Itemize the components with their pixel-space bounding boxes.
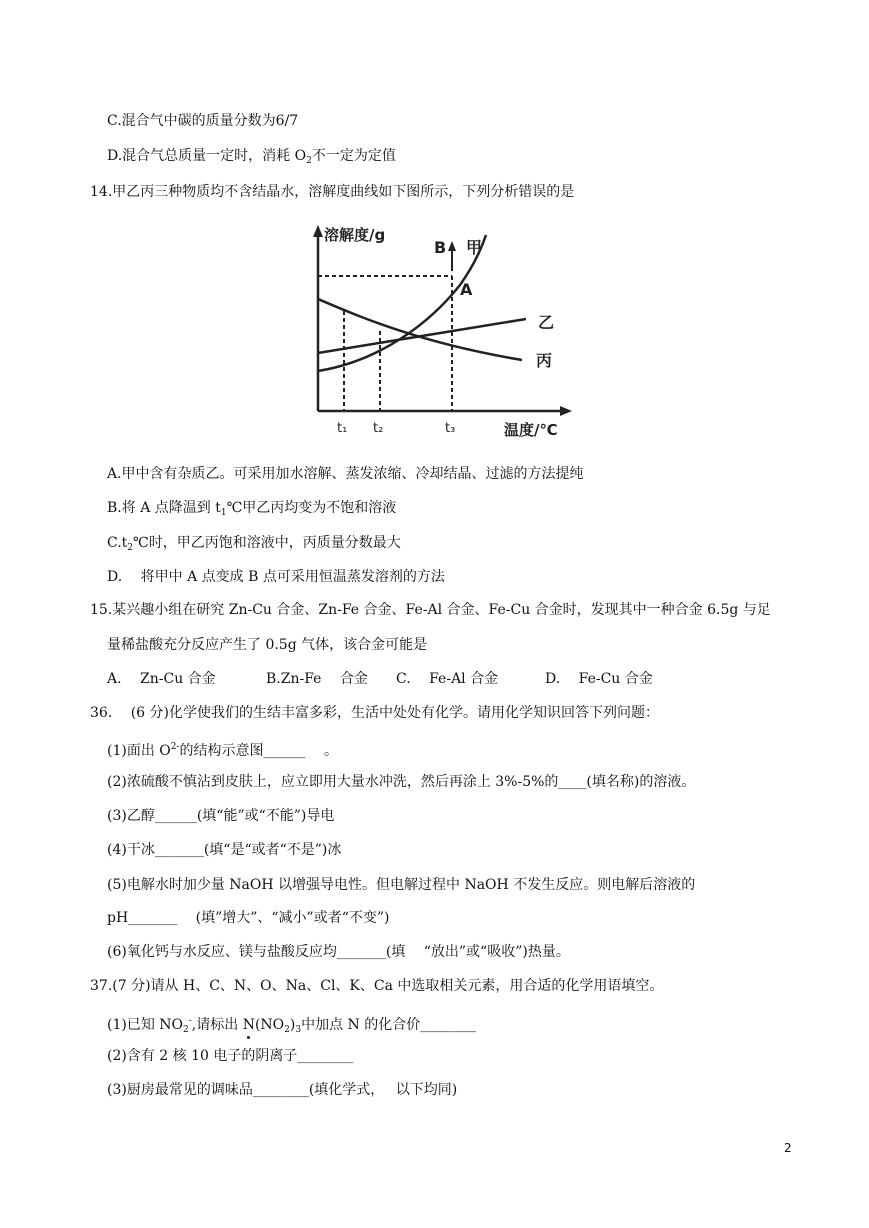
q36-item-1: (1)面出 $O^{2-}$的结构示意图______ 。 [107,742,338,759]
tick-t2: t₂ [373,421,384,436]
q14-option-b: B.将 A 点降温到 $t_1℃$甲乙丙均变为不饱和溶液 [107,500,397,518]
q37-stem: 37.(7 分)请从 H、C、N、O、Na、Cl、K、Ca 中选取相关元素，用合适的化学用语填空。 [90,978,664,994]
q37-item-1: (1)已知 $NO_2^-$,请标出 $N(NO_2)_3$中加点 N 的化合价________ [107,1016,477,1035]
q36-item-3: (3)乙醇______(填“能”或“不能”)导电 [107,808,335,824]
q15-option-d: D. Fe-Cu 合金 [545,671,653,687]
solubility-curve-figure [300,213,580,443]
q15-stem-line1: 15.某兴趣小组在研究 Zn-Cu 合金、Zn-Fe 合金、Fe-Al 合金、Fe-Cu 合金时，发现其中一种合金 6.5g 与足 [90,602,771,618]
x-axis-label: 温度/℃ [504,421,558,439]
q14-stem: 14.甲乙丙三种物质均不含结晶水，溶解度曲线如下图所示，下列分析错误的是 [90,184,575,200]
q15-option-b: B.Zn-Fe 合金 [266,671,368,687]
q13-option-d: D.混合气总质量一定时，消耗 $O_2$不一定为定值 [107,148,396,166]
curve-jia [318,235,486,371]
q36-item-6: (6)氧化钙与水反应、镁与盐酸反应均_______(填 “放出”或“吸收”)热量。 [107,944,570,960]
curve-bing [318,299,522,360]
q15-option-c: C. Fe-Al 合金 [396,671,499,687]
q36-item-5-line2: pH_______ (填”增大”、“减小”或者“不变”) [107,910,390,926]
curve-yi-label: 乙 [538,313,555,332]
q36-item-2: (2)浓硫酸不慎沾到皮肤上，应立即用大量水冲洗，然后再涂上 3%-5%的____(填名称)的溶液。 [107,774,696,790]
q37-item-3: (3)厨房最常见的调味品________(填化学式， 以下均同) [107,1082,458,1098]
q36-item-4: (4)干冰_______(填“是“或者“不是”)冰 [107,842,342,858]
q14-option-c: $C.t_2℃$时，甲乙丙饱和溶液中，丙质量分数最大 [107,535,401,553]
q36-stem: 36. (6 分)化学使我们的生结丰富多彩，生活中处处有化学。请用化学知识回答下列问题： [90,705,659,721]
q14-option-a: A.甲中含有杂质乙。可采用加水溶解、蒸发浓缩、冷却结晶、过滤的方法提纯 [107,466,584,482]
curve-bing-label: 丙 [536,351,553,370]
page-number: 2 [784,1141,792,1155]
q15-option-a: A. Zn-Cu 合金 [107,671,216,687]
y-axis-arrow [313,225,323,237]
tick-t3: t₃ [445,421,456,436]
q36-item-5-line1: (5)电解水时加少量 NaOH 以增强导电性。但电解过程中 NaOH 不发生反应。则电解后溶液的 [107,877,696,893]
curve-jia-label: 甲 [466,238,483,257]
x-axis-arrow [560,406,572,416]
y-axis-label: 溶解度/g [324,226,386,244]
a-to-b-arrowhead [448,241,456,251]
tick-t1: t₁ [337,421,348,436]
q14-option-d: D. 将甲中 A 点变成 B 点可采用恒温蒸发溶剂的方法 [107,569,445,585]
dotted-n: N [242,1017,255,1033]
point-a-label: A [460,280,473,299]
q37-item-2: (2)含有 2 核 10 电子的阴离子________ [107,1048,354,1064]
point-b-label: B [434,238,447,257]
q13-option-c: C.混合气中碳的质量分数为6/7 [107,113,299,129]
q15-stem-line2: 量稀盐酸充分反应产生了 0.5g 气体，该合金可能是 [107,637,428,653]
